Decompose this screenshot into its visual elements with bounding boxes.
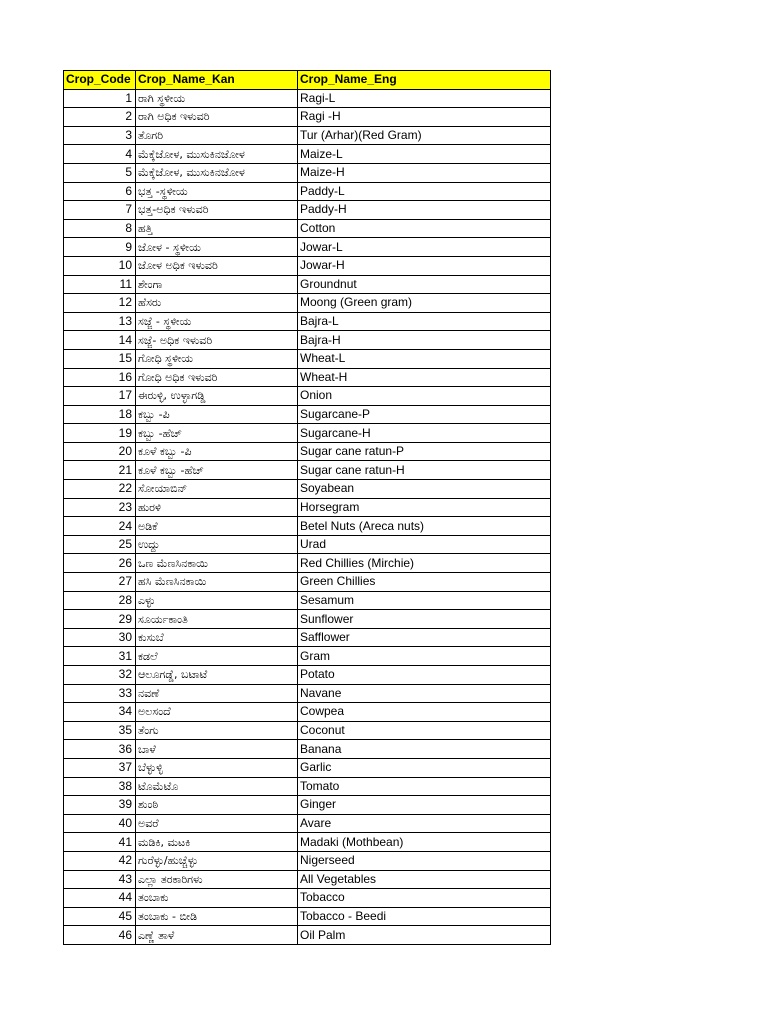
crop-code-cell[interactable]: 28 bbox=[64, 591, 136, 610]
table-row bbox=[64, 275, 551, 294]
crop-code-cell[interactable]: 13 bbox=[64, 312, 136, 331]
table-row bbox=[64, 498, 551, 517]
crop-name-kan-cell[interactable]: ಒಣ ಮೆಣಸಿನಕಾಯಿ bbox=[136, 554, 298, 573]
crop-name-eng-cell[interactable]: Gram bbox=[298, 647, 551, 666]
header-crop-name-kan[interactable]: Crop_Name_Kan bbox=[136, 71, 298, 90]
table-row bbox=[64, 145, 551, 164]
crop-name-kan-cell[interactable]: ಎಳ್ಳು bbox=[136, 591, 298, 610]
crop-name-kan-cell[interactable]: ಭತ್ತ-ಅಧಿಕ ಇಳುವರಿ bbox=[136, 201, 298, 220]
crop-name-eng-cell[interactable]: Jowar-L bbox=[298, 238, 551, 257]
crop-code-cell[interactable]: 21 bbox=[64, 461, 136, 480]
table-row bbox=[64, 182, 551, 201]
table-row bbox=[64, 126, 551, 145]
crop-name-eng-cell[interactable]: Paddy-H bbox=[298, 201, 551, 220]
table-row bbox=[64, 256, 551, 275]
table-row bbox=[64, 219, 551, 238]
crop-code-cell[interactable]: 37 bbox=[64, 758, 136, 777]
crop-code-cell[interactable]: 10 bbox=[64, 256, 136, 275]
crop-name-kan-cell[interactable]: ತಂಬಾಕು - ಬೀಡಿ bbox=[136, 907, 298, 926]
crop-name-eng-cell[interactable]: Ragi-L bbox=[298, 89, 551, 108]
table-row bbox=[64, 294, 551, 313]
crop-name-kan-cell[interactable]: ಕಡಲೆ bbox=[136, 647, 298, 666]
crop-code-cell[interactable]: 41 bbox=[64, 833, 136, 852]
crop-name-kan-cell[interactable]: ಕಬ್ಬು -ಹೆಚ್ bbox=[136, 424, 298, 443]
crop-name-kan-cell[interactable]: ಹುರಳಿ bbox=[136, 498, 298, 517]
crop-name-eng-cell[interactable]: Bajra-H bbox=[298, 331, 551, 350]
crop-name-kan-cell[interactable]: ಸೋಯಾಬಿನ್ bbox=[136, 480, 298, 499]
crop-code-cell[interactable]: 26 bbox=[64, 554, 136, 573]
crop-name-kan-cell[interactable]: ರಾಗಿ ಸ್ಥಳೀಯ bbox=[136, 89, 298, 108]
crop-name-kan-cell[interactable]: ಗೋಧಿ ಅಧಿಕ ಇಳುವರಿ bbox=[136, 368, 298, 387]
crop-code-cell[interactable]: 29 bbox=[64, 610, 136, 629]
crop-code-cell[interactable]: 7 bbox=[64, 201, 136, 220]
crop-name-kan-cell[interactable]: ಜೋಳ ಅಧಿಕ ಇಳುವರಿ bbox=[136, 256, 298, 275]
crop-name-eng-cell[interactable]: Oil Palm bbox=[298, 926, 551, 945]
crop-code-cell[interactable]: 4 bbox=[64, 145, 136, 164]
crop-code-cell[interactable]: 20 bbox=[64, 442, 136, 461]
crop-name-eng-cell[interactable]: Potato bbox=[298, 666, 551, 685]
crop-code-cell[interactable]: 27 bbox=[64, 573, 136, 592]
table-row bbox=[64, 833, 551, 852]
table-row bbox=[64, 108, 551, 127]
crop-code-cell[interactable]: 30 bbox=[64, 628, 136, 647]
crop-code-cell[interactable]: 31 bbox=[64, 647, 136, 666]
crop-name-kan-cell[interactable]: ಗುರೆಳ್ಳು/ಹುಚ್ಚೆಳ್ಳು bbox=[136, 851, 298, 870]
crop-name-eng-cell[interactable]: Banana bbox=[298, 740, 551, 759]
crop-code-cell[interactable]: 23 bbox=[64, 498, 136, 517]
crop-name-eng-cell[interactable]: Wheat-H bbox=[298, 368, 551, 387]
crop-code-cell[interactable]: 22 bbox=[64, 480, 136, 499]
crop-name-eng-cell[interactable]: Madaki (Mothbean) bbox=[298, 833, 551, 852]
crop-code-cell[interactable]: 40 bbox=[64, 814, 136, 833]
crop-name-kan-cell[interactable]: ಕುಸುಬೆ bbox=[136, 628, 298, 647]
crop-name-kan-cell[interactable]: ಎಲ್ಲಾ ತರಕಾರಿಗಳು bbox=[136, 870, 298, 889]
crop-name-eng-cell[interactable]: Jowar-H bbox=[298, 256, 551, 275]
crop-name-eng-cell[interactable]: All Vegetables bbox=[298, 870, 551, 889]
table-row bbox=[64, 480, 551, 499]
table-row bbox=[64, 349, 551, 368]
crop-name-kan-cell[interactable]: ನವಣೆ bbox=[136, 684, 298, 703]
crop-code-cell[interactable]: 45 bbox=[64, 907, 136, 926]
crop-name-eng-cell[interactable]: Sugarcane-P bbox=[298, 405, 551, 424]
table-body bbox=[64, 89, 551, 944]
crop-code-cell[interactable]: 12 bbox=[64, 294, 136, 313]
crop-name-kan-cell[interactable]: ಟೊಮೆಟೊ bbox=[136, 777, 298, 796]
crop-code-cell[interactable]: 33 bbox=[64, 684, 136, 703]
crop-name-kan-cell[interactable]: ಆಲೂಗಡ್ಡೆ, ಬಟಾಟೆ bbox=[136, 666, 298, 685]
crop-name-eng-cell[interactable]: Sesamum bbox=[298, 591, 551, 610]
crop-name-kan-cell[interactable]: ಹೆಸರು bbox=[136, 294, 298, 313]
table-row bbox=[64, 907, 551, 926]
crop-code-cell[interactable]: 32 bbox=[64, 666, 136, 685]
table-row bbox=[64, 628, 551, 647]
crop-code-cell[interactable]: 2 bbox=[64, 108, 136, 127]
crop-code-cell[interactable]: 44 bbox=[64, 889, 136, 908]
crop-name-eng-cell[interactable]: Sugar cane ratun-P bbox=[298, 442, 551, 461]
crop-code-cell[interactable]: 15 bbox=[64, 349, 136, 368]
crop-name-kan-cell[interactable]: ಕೂಳೆ ಕಬ್ಬು -ಹೆಚ್ bbox=[136, 461, 298, 480]
crop-code-cell[interactable]: 43 bbox=[64, 870, 136, 889]
crop-name-eng-cell[interactable]: Safflower bbox=[298, 628, 551, 647]
crop-name-eng-cell[interactable]: Maize-L bbox=[298, 145, 551, 164]
crop-name-kan-cell[interactable]: ತೆಂಗು bbox=[136, 721, 298, 740]
crop-table bbox=[63, 70, 551, 945]
crop-name-eng-cell[interactable]: Urad bbox=[298, 535, 551, 554]
crop-name-eng-cell[interactable]: Cowpea bbox=[298, 703, 551, 722]
table-row bbox=[64, 387, 551, 406]
crop-name-eng-cell[interactable]: Wheat-L bbox=[298, 349, 551, 368]
crop-name-kan-cell[interactable]: ಅಲಸಂದೆ bbox=[136, 703, 298, 722]
crop-name-eng-cell[interactable]: Ragi -H bbox=[298, 108, 551, 127]
crop-code-cell[interactable]: 35 bbox=[64, 721, 136, 740]
crop-name-kan-cell[interactable]: ಕಬ್ಬು -ಪಿ bbox=[136, 405, 298, 424]
crop-name-eng-cell[interactable]: Sugarcane-H bbox=[298, 424, 551, 443]
crop-name-kan-cell[interactable]: ಹತ್ತಿ bbox=[136, 219, 298, 238]
crop-name-kan-cell[interactable]: ತಂಬಾಕು bbox=[136, 889, 298, 908]
header-crop-code[interactable]: Crop_Code bbox=[64, 71, 136, 90]
crop-name-kan-cell[interactable]: ರಾಗಿ ಅಧಿಕ ಇಳುವರಿ bbox=[136, 108, 298, 127]
crop-code-cell[interactable]: 42 bbox=[64, 851, 136, 870]
crop-name-kan-cell[interactable]: ಸೂರ್ಯಕಾಂತಿ bbox=[136, 610, 298, 629]
table-row bbox=[64, 758, 551, 777]
table-row bbox=[64, 368, 551, 387]
crop-name-kan-cell[interactable]: ಸಜ್ಜೆ - ಸ್ಥಳೀಯ bbox=[136, 312, 298, 331]
crop-code-cell[interactable]: 5 bbox=[64, 163, 136, 182]
table-row bbox=[64, 777, 551, 796]
table-row bbox=[64, 405, 551, 424]
crop-code-cell[interactable]: 18 bbox=[64, 405, 136, 424]
crop-name-kan-cell[interactable]: ಈರುಳ್ಳಿ, ಉಳ್ಳಾಗಡ್ಡಿ bbox=[136, 387, 298, 406]
table-row bbox=[64, 424, 551, 443]
table-row bbox=[64, 591, 551, 610]
crop-code-cell[interactable]: 19 bbox=[64, 424, 136, 443]
crop-name-eng-cell[interactable]: Tobacco - Beedi bbox=[298, 907, 551, 926]
crop-name-kan-cell[interactable]: ಶೇಂಗಾ bbox=[136, 275, 298, 294]
crop-code-cell[interactable]: 3 bbox=[64, 126, 136, 145]
table-row bbox=[64, 535, 551, 554]
crop-code-cell[interactable]: 8 bbox=[64, 219, 136, 238]
table-row bbox=[64, 684, 551, 703]
table-row bbox=[64, 814, 551, 833]
table-row bbox=[64, 666, 551, 685]
crop-code-cell[interactable]: 14 bbox=[64, 331, 136, 350]
crop-code-cell[interactable]: 34 bbox=[64, 703, 136, 722]
table-row bbox=[64, 89, 551, 108]
table-row bbox=[64, 740, 551, 759]
crop-name-eng-cell[interactable]: Avare bbox=[298, 814, 551, 833]
header-crop-name-eng[interactable]: Crop_Name_Eng bbox=[298, 71, 551, 90]
crop-name-kan-cell[interactable]: ಮೆಕ್ಕೆಜೋಳ, ಮುಸುಕಿನಜೋಳ bbox=[136, 145, 298, 164]
crop-name-eng-cell[interactable]: Paddy-L bbox=[298, 182, 551, 201]
crop-name-kan-cell[interactable]: ಅಡಿಕೆ bbox=[136, 517, 298, 536]
crop-code-cell[interactable]: 39 bbox=[64, 796, 136, 815]
table-row bbox=[64, 312, 551, 331]
crop-name-kan-cell[interactable]: ಕೂಳೆ ಕಬ್ಬು -ಪಿ bbox=[136, 442, 298, 461]
crop-name-eng-cell[interactable]: Sunflower bbox=[298, 610, 551, 629]
crop-name-kan-cell[interactable]: ಗೋಧಿ ಸ್ಥಳೀಯ bbox=[136, 349, 298, 368]
crop-name-eng-cell[interactable]: Bajra-L bbox=[298, 312, 551, 331]
table-row bbox=[64, 238, 551, 257]
crop-name-kan-cell[interactable]: ಜೋಳ - ಸ್ಥಳೀಯ bbox=[136, 238, 298, 257]
crop-name-eng-cell[interactable]: Horsegram bbox=[298, 498, 551, 517]
crop-name-kan-cell[interactable]: ಮೆಕ್ಕೆಜೋಳ, ಮುಸುಕಿನಜೋಳ bbox=[136, 163, 298, 182]
crop-name-kan-cell[interactable]: ಉದ್ದು bbox=[136, 535, 298, 554]
table-row bbox=[64, 201, 551, 220]
crop-name-eng-cell[interactable]: Ginger bbox=[298, 796, 551, 815]
crop-name-eng-cell[interactable]: Groundnut bbox=[298, 275, 551, 294]
crop-code-cell[interactable]: 38 bbox=[64, 777, 136, 796]
crop-name-eng-cell[interactable]: Nigerseed bbox=[298, 851, 551, 870]
crop-name-eng-cell[interactable]: Maize-H bbox=[298, 163, 551, 182]
crop-code-cell[interactable]: 46 bbox=[64, 926, 136, 945]
table-row bbox=[64, 461, 551, 480]
crop-name-kan-cell[interactable]: ಹಸಿ ಮೆಣಸಿನಕಾಯಿ bbox=[136, 573, 298, 592]
crop-name-eng-cell[interactable]: Green Chillies bbox=[298, 573, 551, 592]
crop-name-eng-cell[interactable]: Betel Nuts (Areca nuts) bbox=[298, 517, 551, 536]
table-row bbox=[64, 163, 551, 182]
crop-name-eng-cell[interactable]: Onion bbox=[298, 387, 551, 406]
table-row bbox=[64, 851, 551, 870]
table-row bbox=[64, 870, 551, 889]
table-row bbox=[64, 703, 551, 722]
table-row bbox=[64, 442, 551, 461]
crop-code-cell[interactable]: 6 bbox=[64, 182, 136, 201]
table-row bbox=[64, 721, 551, 740]
table-row bbox=[64, 889, 551, 908]
crop-name-eng-cell[interactable]: Cotton bbox=[298, 219, 551, 238]
crop-code-cell[interactable]: 9 bbox=[64, 238, 136, 257]
crop-name-kan-cell[interactable]: ಬೆಳ್ಳುಳ್ಳಿ bbox=[136, 758, 298, 777]
crop-name-eng-cell[interactable]: Coconut bbox=[298, 721, 551, 740]
crop-name-eng-cell[interactable]: Red Chillies (Mirchie) bbox=[298, 554, 551, 573]
crop-name-eng-cell[interactable]: Sugar cane ratun-H bbox=[298, 461, 551, 480]
table-row bbox=[64, 610, 551, 629]
crop-code-cell[interactable]: 25 bbox=[64, 535, 136, 554]
crop-name-kan-cell[interactable]: ಭತ್ತ -ಸ್ಥಳೀಯ bbox=[136, 182, 298, 201]
table-row bbox=[64, 331, 551, 350]
table-row bbox=[64, 926, 551, 945]
crop-code-cell[interactable]: 36 bbox=[64, 740, 136, 759]
crop-name-eng-cell[interactable]: Garlic bbox=[298, 758, 551, 777]
table-row bbox=[64, 573, 551, 592]
crop-name-eng-cell[interactable]: Tomato bbox=[298, 777, 551, 796]
crop-name-kan-cell[interactable]: ಮಡಿಕಿ, ಮಟಕಿ bbox=[136, 833, 298, 852]
crop-name-kan-cell[interactable]: ತೊಗರಿ bbox=[136, 126, 298, 145]
crop-name-kan-cell[interactable]: ಎಣ್ಣೆ ತಾಳೆ bbox=[136, 926, 298, 945]
header-row bbox=[64, 71, 551, 90]
table-row bbox=[64, 796, 551, 815]
crop-name-eng-cell[interactable]: Moong (Green gram) bbox=[298, 294, 551, 313]
table-row bbox=[64, 517, 551, 536]
crop-code-cell[interactable]: 24 bbox=[64, 517, 136, 536]
crop-code-cell[interactable]: 11 bbox=[64, 275, 136, 294]
crop-name-kan-cell[interactable]: ಸಜ್ಜೆ- ಅಧಿಕ ಇಳುವರಿ bbox=[136, 331, 298, 350]
table-row bbox=[64, 647, 551, 666]
crop-code-cell[interactable]: 17 bbox=[64, 387, 136, 406]
crop-name-kan-cell[interactable]: ಅವರೆ bbox=[136, 814, 298, 833]
crop-name-eng-cell[interactable]: Tobacco bbox=[298, 889, 551, 908]
crop-code-cell[interactable]: 16 bbox=[64, 368, 136, 387]
crop-code-cell[interactable]: 1 bbox=[64, 89, 136, 108]
crop-name-kan-cell[interactable]: ಶುಂಠಿ bbox=[136, 796, 298, 815]
crop-name-eng-cell[interactable]: Soyabean bbox=[298, 480, 551, 499]
crop-name-eng-cell[interactable]: Navane bbox=[298, 684, 551, 703]
crop-name-kan-cell[interactable]: ಬಾಳೆ bbox=[136, 740, 298, 759]
crop-name-eng-cell[interactable]: Tur (Arhar)(Red Gram) bbox=[298, 126, 551, 145]
table-row bbox=[64, 554, 551, 573]
